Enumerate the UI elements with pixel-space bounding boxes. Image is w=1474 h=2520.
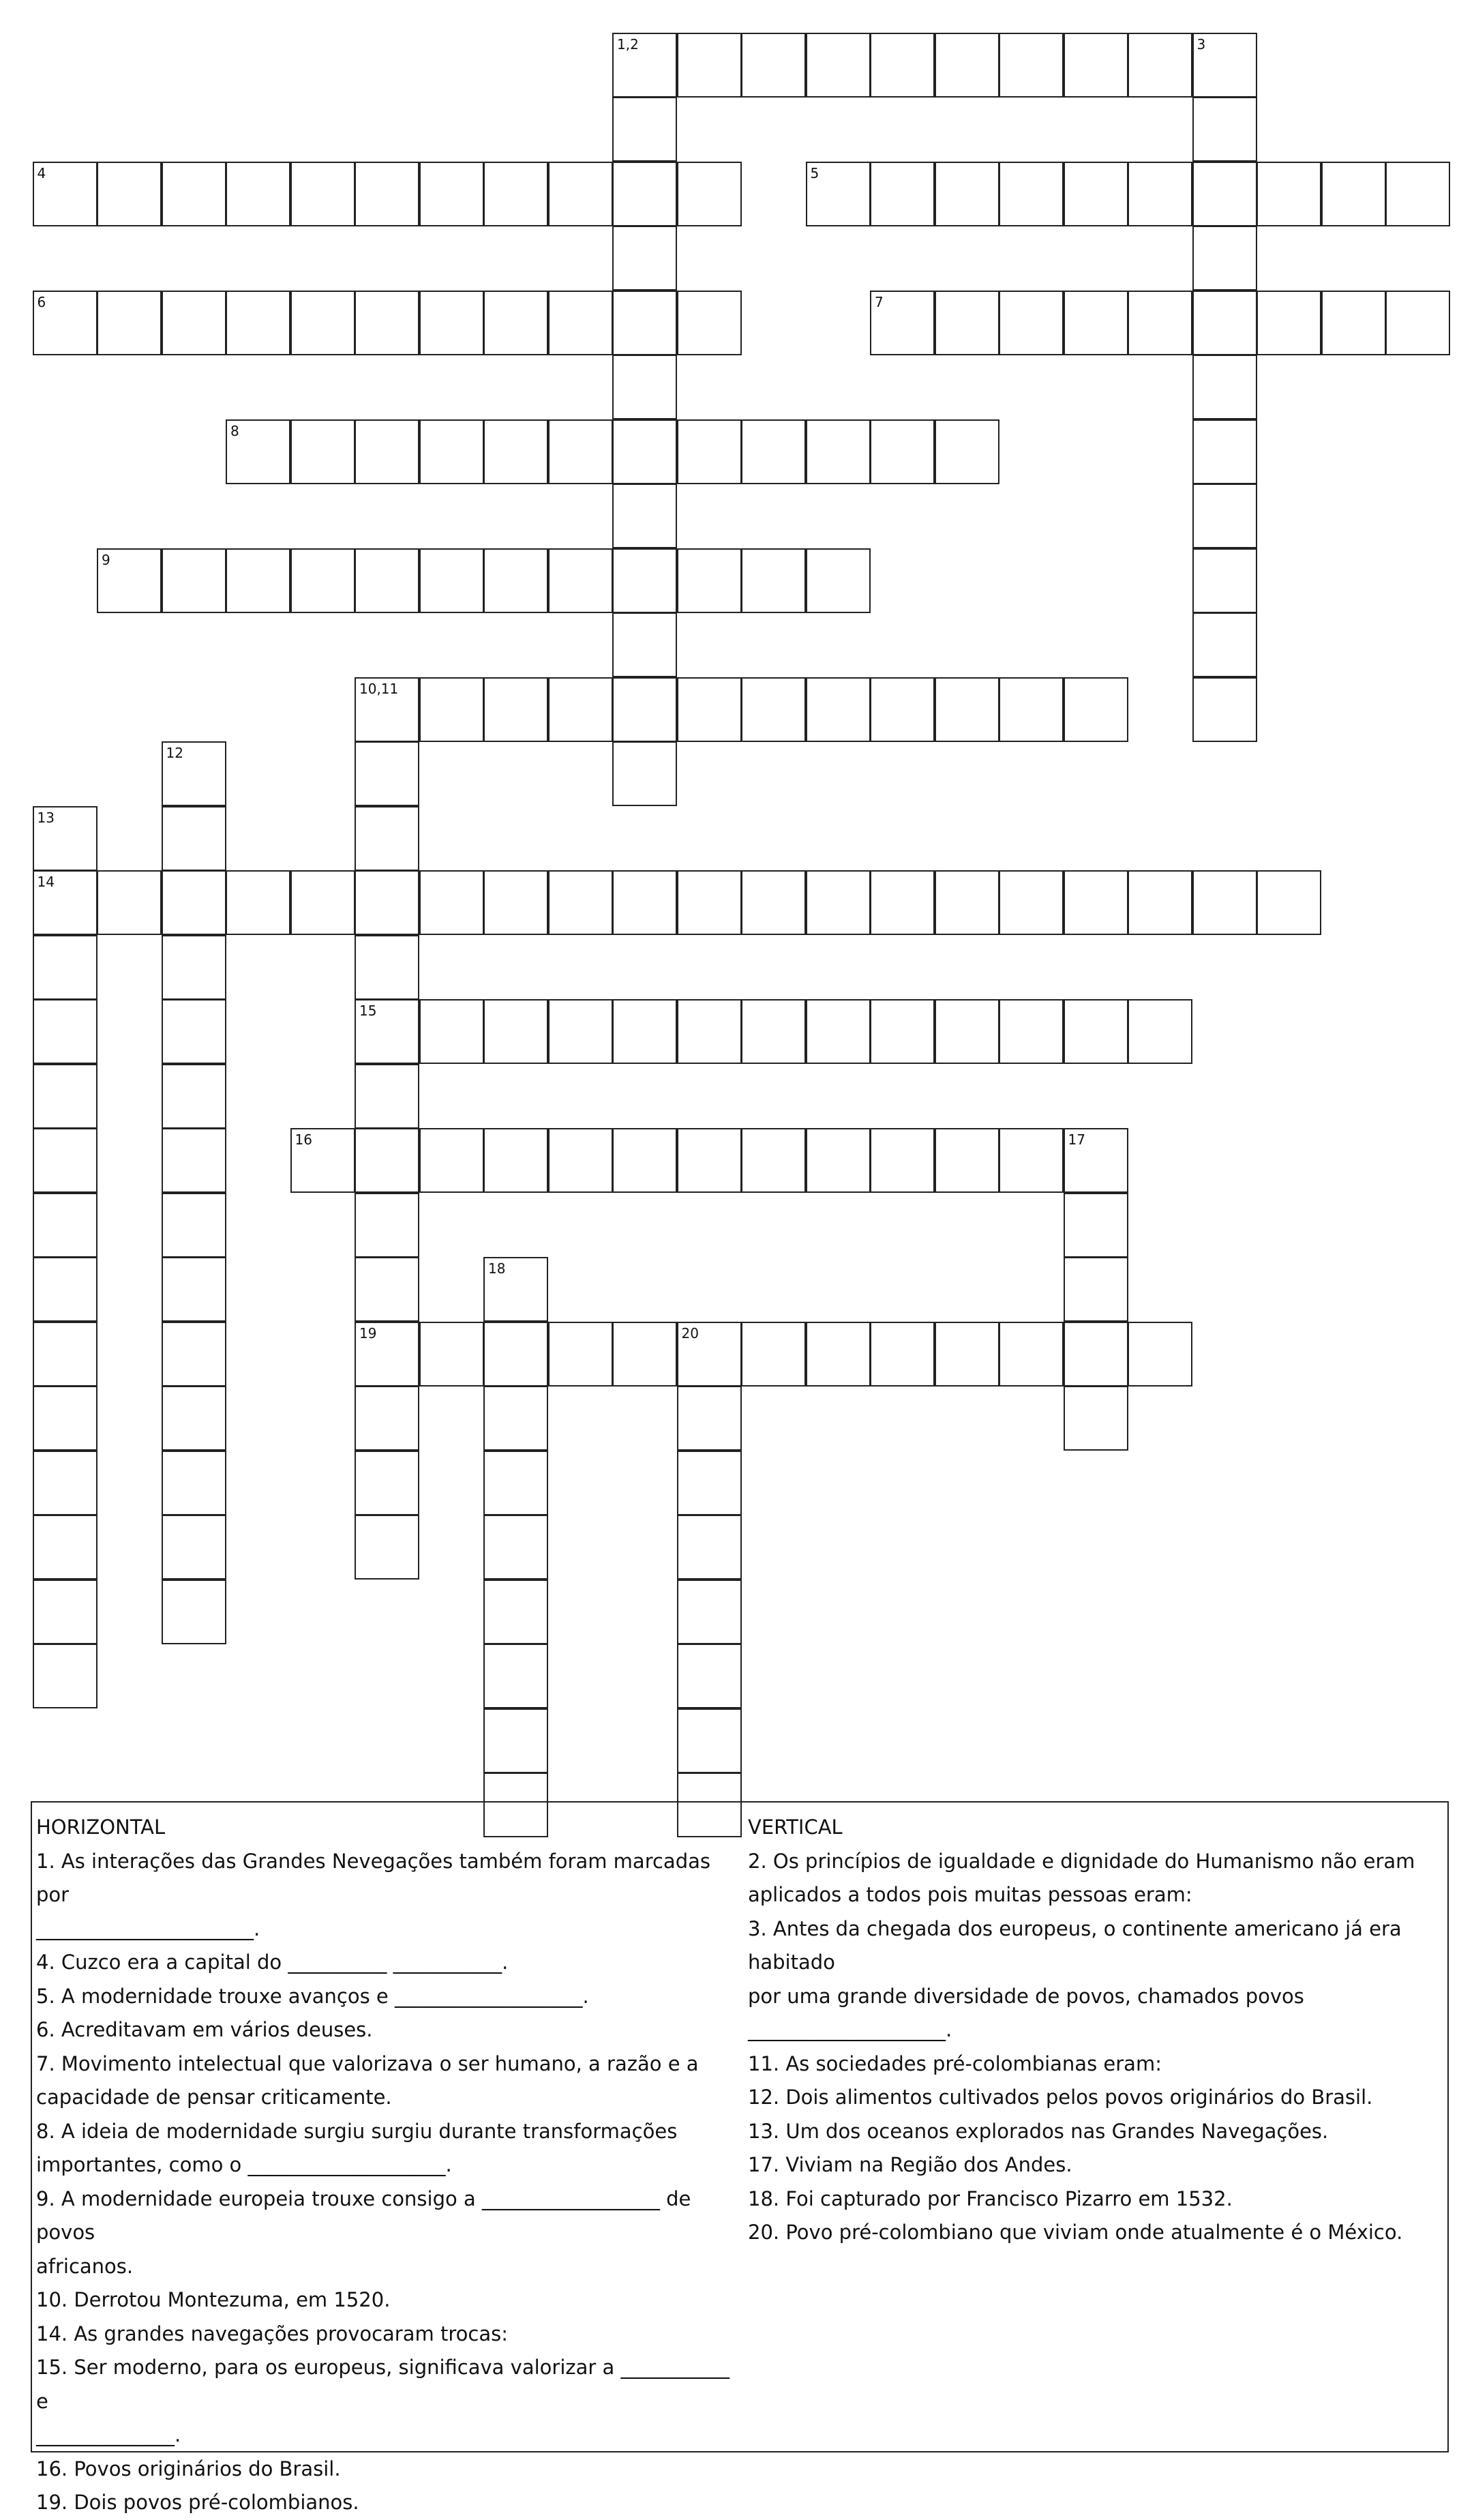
clue-number: 14 xyxy=(37,874,55,890)
crossword-cell[interactable] xyxy=(1192,355,1257,419)
crossword-cell[interactable] xyxy=(1192,419,1257,484)
vertical-heading: VERTICAL xyxy=(748,1815,843,1839)
crossword-cell[interactable] xyxy=(677,548,742,613)
crossword-cell[interactable] xyxy=(1192,677,1257,742)
crossword-cell[interactable] xyxy=(1064,1128,1128,1193)
crossword-cell[interactable] xyxy=(806,419,871,484)
horizontal-clue-line: africanos. xyxy=(36,2254,134,2278)
crossword-cell[interactable] xyxy=(1192,548,1257,613)
crossword-cell[interactable] xyxy=(935,162,999,226)
crossword-cell[interactable] xyxy=(33,162,97,226)
crossword-cell[interactable] xyxy=(97,870,162,935)
crossword-cell[interactable] xyxy=(483,1128,548,1193)
crossword-cell[interactable] xyxy=(806,33,871,98)
clue-number: 19 xyxy=(359,1324,377,1341)
crossword-cell[interactable] xyxy=(33,291,97,355)
horizontal-heading: HORIZONTAL xyxy=(36,1815,166,1839)
crossword-cell[interactable] xyxy=(419,1128,484,1193)
crossword-cell[interactable] xyxy=(1192,162,1257,226)
crossword-cell[interactable] xyxy=(935,1322,999,1387)
crossword-cell[interactable] xyxy=(1192,870,1257,935)
crossword-cell[interactable] xyxy=(1128,999,1192,1064)
crossword-cell[interactable] xyxy=(355,548,419,613)
crossword-cell[interactable] xyxy=(677,677,742,742)
crossword-cell[interactable] xyxy=(162,806,226,871)
crossword-cell[interactable] xyxy=(97,548,162,613)
crossword-cell[interactable] xyxy=(999,1322,1064,1387)
crossword-cell[interactable] xyxy=(33,1515,97,1580)
crossword-cell[interactable] xyxy=(355,870,419,935)
crossword-cell[interactable] xyxy=(33,1386,97,1451)
crossword-cell[interactable] xyxy=(612,999,677,1064)
crossword-cell[interactable] xyxy=(999,1128,1064,1193)
crossword-cell[interactable] xyxy=(806,162,871,226)
crossword-cell[interactable] xyxy=(548,870,613,935)
crossword-cell[interactable] xyxy=(548,999,613,1064)
crossword-cell[interactable] xyxy=(1064,1322,1128,1387)
vertical-clue-line: 12. Dois alimentos cultivados pelos povos originários do Brasil. xyxy=(748,2086,1373,2109)
crossword-cell[interactable] xyxy=(1128,33,1192,98)
crossword-cell[interactable] xyxy=(355,806,419,871)
crossword-cell[interactable] xyxy=(806,677,871,742)
horizontal-clue-line: 6. Acreditavam em vários deuses. xyxy=(36,2018,373,2041)
crossword-cell[interactable] xyxy=(1128,162,1192,226)
crossword-cell[interactable] xyxy=(355,999,419,1064)
vertical-clue-list xyxy=(748,1845,1443,2250)
crossword-cell[interactable] xyxy=(935,419,999,484)
crossword-cell[interactable] xyxy=(612,548,677,613)
crossword-cell[interactable] xyxy=(226,548,290,613)
crossword-cell[interactable] xyxy=(935,291,999,355)
crossword-cell[interactable] xyxy=(1064,1193,1128,1258)
crossword-cell[interactable] xyxy=(548,1128,613,1193)
clue-number: 3 xyxy=(1197,35,1206,53)
clue-box xyxy=(31,1801,1449,2514)
clue-number: 9 xyxy=(102,551,110,568)
crossword-cell[interactable] xyxy=(806,548,871,613)
crossword-cell[interactable] xyxy=(33,999,97,1064)
crossword-cell[interactable] xyxy=(677,1451,742,1515)
crossword-cell[interactable] xyxy=(999,870,1064,935)
horizontal-clue-line: 7. Movimento intelectual que valorizava o ser humano, a razão e a xyxy=(36,2051,699,2075)
crossword-cell[interactable] xyxy=(355,935,419,1000)
crossword-cell[interactable] xyxy=(483,419,548,484)
crossword-cell[interactable] xyxy=(33,806,97,871)
crossword-cell[interactable] xyxy=(1064,1257,1128,1322)
horizontal-clue-line: 16. Povos originários do Brasil. xyxy=(36,2457,341,2480)
crossword-cell[interactable] xyxy=(162,999,226,1064)
clue-number: 8 xyxy=(230,422,239,439)
crossword-cell[interactable] xyxy=(612,33,677,98)
crossword-cell[interactable] xyxy=(483,548,548,613)
horizontal-clue-line: 8. A ideia de modernidade surgiu surgiu durante transformações xyxy=(36,2119,678,2143)
crossword-cell[interactable] xyxy=(162,1257,226,1322)
crossword-cell[interactable] xyxy=(33,1580,97,1644)
vertical-clue-line: 13. Um dos oceanos explorados nas Grandes Navegações. xyxy=(748,2119,1329,2143)
crossword-cell[interactable] xyxy=(162,1322,226,1387)
crossword-cell[interactable] xyxy=(162,1193,226,1258)
crossword-cell[interactable] xyxy=(97,162,162,226)
crossword-cell[interactable] xyxy=(1257,162,1321,226)
crossword-cell[interactable] xyxy=(677,419,742,484)
horizontal-clue-line: 14. As grandes navegações provocaram trocas: xyxy=(36,2322,508,2345)
crossword-cell[interactable] xyxy=(741,870,806,935)
crossword-cell[interactable] xyxy=(806,1128,871,1193)
crossword-cell[interactable] xyxy=(741,999,806,1064)
crossword-cell[interactable] xyxy=(483,162,548,226)
vertical-clue-line: 18. Foi capturado por Francisco Pizarro em 1532. xyxy=(748,2187,1233,2210)
crossword-cell[interactable] xyxy=(1321,162,1386,226)
crossword-cell[interactable] xyxy=(548,419,613,484)
horizontal-clue-line: 19. Dois povos pré-colombianos. xyxy=(36,2491,359,2514)
crossword-cell[interactable] xyxy=(612,1128,677,1193)
vertical-clue-line: aplicados a todos pois muitas pessoas eram: xyxy=(748,1883,1192,1906)
crossword-cell[interactable] xyxy=(1128,291,1192,355)
crossword-cell[interactable] xyxy=(355,1193,419,1258)
crossword-cell[interactable] xyxy=(677,1580,742,1644)
vertical-clue-line: 17. Viviam na Região dos Andes. xyxy=(748,2153,1072,2176)
crossword-cell[interactable] xyxy=(1192,291,1257,355)
crossword-cell[interactable] xyxy=(935,677,999,742)
crossword-cell[interactable] xyxy=(419,999,484,1064)
crossword-cell[interactable] xyxy=(483,677,548,742)
crossword-cell[interactable] xyxy=(677,1644,742,1708)
crossword-cell[interactable] xyxy=(1128,870,1192,935)
crossword-cell[interactable] xyxy=(806,1322,871,1387)
crossword-cell[interactable] xyxy=(741,677,806,742)
clue-number: 20 xyxy=(681,1324,699,1341)
crossword-cell[interactable] xyxy=(999,33,1064,98)
crossword-cell[interactable] xyxy=(483,1515,548,1580)
crossword-cell[interactable] xyxy=(226,870,290,935)
crossword-cell[interactable] xyxy=(162,162,226,226)
crossword-cell[interactable] xyxy=(1192,612,1257,677)
crossword-cell[interactable] xyxy=(870,33,935,98)
crossword-cell[interactable] xyxy=(33,1451,97,1515)
crossword-cell[interactable] xyxy=(612,97,677,162)
horizontal-clue-line: importantes, como o ____________________. xyxy=(36,2153,452,2176)
crossword-cell[interactable] xyxy=(355,1386,419,1451)
crossword-cell[interactable] xyxy=(999,677,1064,742)
crossword-cell[interactable] xyxy=(612,419,677,484)
clue-number: 18 xyxy=(488,1260,506,1277)
crossword-cell[interactable] xyxy=(741,548,806,613)
crossword-cell[interactable] xyxy=(870,1128,935,1193)
clue-number: 1,2 xyxy=(617,35,639,53)
crossword-cell[interactable] xyxy=(162,741,226,806)
vertical-clue-line: 11. As sociedades pré-colombianas eram: xyxy=(748,2051,1162,2075)
crossword-cell[interactable] xyxy=(419,677,484,742)
crossword-cell[interactable] xyxy=(1064,291,1128,355)
crossword-cell[interactable] xyxy=(355,1515,419,1580)
clue-number: 5 xyxy=(810,164,819,181)
crossword-cell[interactable] xyxy=(1192,33,1257,98)
crossword-cell[interactable] xyxy=(870,1322,935,1387)
crossword-cell[interactable] xyxy=(999,999,1064,1064)
crossword-cell[interactable] xyxy=(162,548,226,613)
crossword-cell[interactable] xyxy=(355,419,419,484)
crossword-cell[interactable] xyxy=(290,1128,355,1193)
vertical-clue-line: ____________________. xyxy=(748,2018,952,2041)
crossword-cell[interactable] xyxy=(677,1386,742,1451)
crossword-cell[interactable] xyxy=(612,162,677,226)
crossword-cell[interactable] xyxy=(97,291,162,355)
crossword-cell[interactable] xyxy=(483,870,548,935)
crossword-cell[interactable] xyxy=(741,1128,806,1193)
vertical-clue-line: 20. Povo pré-colombiano que viviam onde atualmente é o México. xyxy=(748,2221,1403,2244)
crossword-cell[interactable] xyxy=(935,999,999,1064)
crossword-cell[interactable] xyxy=(33,935,97,1000)
crossword-cell[interactable] xyxy=(548,677,613,742)
crossword-cell[interactable] xyxy=(677,33,742,98)
crossword-cell[interactable] xyxy=(612,870,677,935)
crossword-cell[interactable] xyxy=(999,162,1064,226)
crossword-cell[interactable] xyxy=(419,870,484,935)
crossword-cell[interactable] xyxy=(355,741,419,806)
crossword-cell[interactable] xyxy=(677,1708,742,1773)
crossword-cell[interactable] xyxy=(741,419,806,484)
crossword-cell[interactable] xyxy=(355,1064,419,1129)
crossword-cell[interactable] xyxy=(162,1580,226,1644)
crossword-cell[interactable] xyxy=(162,1386,226,1451)
crossword-cell[interactable] xyxy=(935,870,999,935)
clue-number: 15 xyxy=(359,1003,377,1019)
crossword-cell[interactable] xyxy=(1192,226,1257,291)
horizontal-clue-line: 4. Cuzco era a capital do __________ ___________. xyxy=(36,1951,509,1974)
clue-number: 10,11 xyxy=(359,680,399,697)
crossword-cell[interactable] xyxy=(548,162,613,226)
crossword-cell[interactable] xyxy=(612,677,677,742)
crossword-cell[interactable] xyxy=(226,291,290,355)
horizontal-clue-line: 5. A modernidade trouxe avanços e ___________________. xyxy=(36,1984,589,2008)
clue-number: 17 xyxy=(1068,1131,1085,1148)
crossword-cell[interactable] xyxy=(870,162,935,226)
crossword-cell[interactable] xyxy=(290,870,355,935)
crossword-cell[interactable] xyxy=(548,548,613,613)
crossword-cell[interactable] xyxy=(612,741,677,806)
crossword-cell[interactable] xyxy=(1064,33,1128,98)
crossword-cell[interactable] xyxy=(33,1128,97,1193)
clue-number: 6 xyxy=(37,293,46,310)
crossword-cell[interactable] xyxy=(612,612,677,677)
horizontal-clue-line: 10. Derrotou Montezuma, em 1520. xyxy=(36,2288,391,2311)
crossword-cell[interactable] xyxy=(1064,677,1128,742)
crossword-cell[interactable] xyxy=(483,1257,548,1322)
vertical-clue-line: 3. Antes da chegada dos europeus, o continente americano já era habitado xyxy=(748,1916,1402,1974)
horizontal-clue-line: ______________________. xyxy=(36,1916,260,1940)
crossword-cell[interactable] xyxy=(483,1580,548,1644)
horizontal-clue-line: 1. As interações das Grandes Nevegações também foram marcadas por xyxy=(36,1849,710,1906)
crossword-cell[interactable] xyxy=(870,999,935,1064)
crossword-cell[interactable] xyxy=(870,291,935,355)
crossword-cell[interactable] xyxy=(483,1708,548,1773)
crossword-cell[interactable] xyxy=(806,870,871,935)
crossword-cell[interactable] xyxy=(355,677,419,742)
crossword-cell[interactable] xyxy=(33,1644,97,1708)
vertical-clues xyxy=(748,1811,1443,2250)
crossword-cell[interactable] xyxy=(290,419,355,484)
crossword-cell[interactable] xyxy=(355,1128,419,1193)
vertical-clue-line: por uma grande diversidade de povos, chamados povos xyxy=(748,1984,1304,2008)
clue-number: 4 xyxy=(37,164,46,181)
crossword-cell[interactable] xyxy=(741,33,806,98)
crossword-cell[interactable] xyxy=(677,291,742,355)
crossword-cell[interactable] xyxy=(677,1322,742,1387)
crossword-cell[interactable] xyxy=(33,1322,97,1387)
crossword-cell[interactable] xyxy=(355,1257,419,1322)
crossword-cell[interactable] xyxy=(1064,1386,1128,1451)
crossword-cell[interactable] xyxy=(162,1451,226,1515)
crossword-cell[interactable] xyxy=(226,162,290,226)
crossword-cell[interactable] xyxy=(677,870,742,935)
crossword-cell[interactable] xyxy=(419,548,484,613)
crossword-cell[interactable] xyxy=(1192,97,1257,162)
crossword-cell[interactable] xyxy=(162,1064,226,1129)
vertical-clue-line: 2. Os princípios de igualdade e dignidade do Humanismo não eram xyxy=(748,1849,1415,1873)
crossword-cell[interactable] xyxy=(1385,162,1450,226)
crossword-cell[interactable] xyxy=(419,1322,484,1387)
crossword-cell[interactable] xyxy=(870,419,935,484)
horizontal-clue-line: capacidade de pensar criticamente. xyxy=(36,2086,392,2109)
crossword-cell[interactable] xyxy=(1321,291,1386,355)
crossword-cell[interactable] xyxy=(677,1128,742,1193)
crossword-cell[interactable] xyxy=(162,1515,226,1580)
clue-number: 7 xyxy=(875,293,884,310)
crossword-cell[interactable] xyxy=(870,677,935,742)
crossword-cell[interactable] xyxy=(162,291,226,355)
crossword-cell[interactable] xyxy=(290,548,355,613)
crossword-cell[interactable] xyxy=(612,226,677,291)
crossword-cell[interactable] xyxy=(483,291,548,355)
crossword-cell[interactable] xyxy=(483,1451,548,1515)
crossword-cell[interactable] xyxy=(290,291,355,355)
crossword-cell[interactable] xyxy=(677,1515,742,1580)
crossword-cell[interactable] xyxy=(290,162,355,226)
crossword-cell[interactable] xyxy=(612,291,677,355)
crossword-cell[interactable] xyxy=(33,1193,97,1258)
crossword-cell[interactable] xyxy=(677,162,742,226)
crossword-cell[interactable] xyxy=(483,1644,548,1708)
crossword-cell[interactable] xyxy=(548,291,613,355)
crossword-cell[interactable] xyxy=(33,1064,97,1129)
crossword-cell[interactable] xyxy=(1064,162,1128,226)
clue-number: 12 xyxy=(166,745,183,761)
crossword-cell[interactable] xyxy=(741,1322,806,1387)
horizontal-clue-line: 9. A modernidade europeia trouxe consigo a __________________ de povos xyxy=(36,2187,691,2244)
crossword-cell[interactable] xyxy=(612,355,677,419)
crossword-cell[interactable] xyxy=(612,484,677,548)
crossword-cell[interactable] xyxy=(483,1322,548,1387)
crossword-cell[interactable] xyxy=(935,33,999,98)
crossword-cell[interactable] xyxy=(355,291,419,355)
crossword-cell[interactable] xyxy=(1385,291,1450,355)
crossword-cell[interactable] xyxy=(419,419,484,484)
crossword-cell[interactable] xyxy=(806,999,871,1064)
crossword-cell[interactable] xyxy=(1192,484,1257,548)
crossword-cell[interactable] xyxy=(162,935,226,1000)
crossword-cell[interactable] xyxy=(612,1322,677,1387)
horizontal-clue-list xyxy=(36,1845,742,2520)
crossword-cell[interactable] xyxy=(355,1322,419,1387)
crossword-cell[interactable] xyxy=(999,291,1064,355)
crossword-cell[interactable] xyxy=(1257,291,1321,355)
crossword-cell[interactable] xyxy=(870,870,935,935)
clue-number: 16 xyxy=(295,1131,312,1148)
crossword-cell[interactable] xyxy=(226,419,290,484)
crossword-cell[interactable] xyxy=(1064,999,1128,1064)
crossword-cell[interactable] xyxy=(1257,870,1321,935)
crossword-cell[interactable] xyxy=(1128,1322,1192,1387)
clue-number: 13 xyxy=(37,809,55,826)
horizontal-clues xyxy=(36,1811,742,2520)
crossword-cell[interactable] xyxy=(355,162,419,226)
crossword-cell[interactable] xyxy=(1064,870,1128,935)
crossword-cell[interactable] xyxy=(162,1128,226,1193)
horizontal-clue-line: 15. Ser moderno, para os europeus, significava valorizar a ___________ e xyxy=(36,2356,730,2413)
crossword-cell[interactable] xyxy=(355,1451,419,1515)
crossword-cell[interactable] xyxy=(483,999,548,1064)
horizontal-clue-line: ______________. xyxy=(36,2423,181,2446)
crossword-cell[interactable] xyxy=(548,1322,613,1387)
crossword-cell[interactable] xyxy=(33,1257,97,1322)
crossword-cell[interactable] xyxy=(419,291,484,355)
crossword-cell[interactable] xyxy=(419,162,484,226)
crossword-cell[interactable] xyxy=(33,870,97,935)
crossword-cell[interactable] xyxy=(935,1128,999,1193)
crossword-cell[interactable] xyxy=(677,999,742,1064)
crossword-cell[interactable] xyxy=(483,1386,548,1451)
crossword-cell[interactable] xyxy=(162,870,226,935)
